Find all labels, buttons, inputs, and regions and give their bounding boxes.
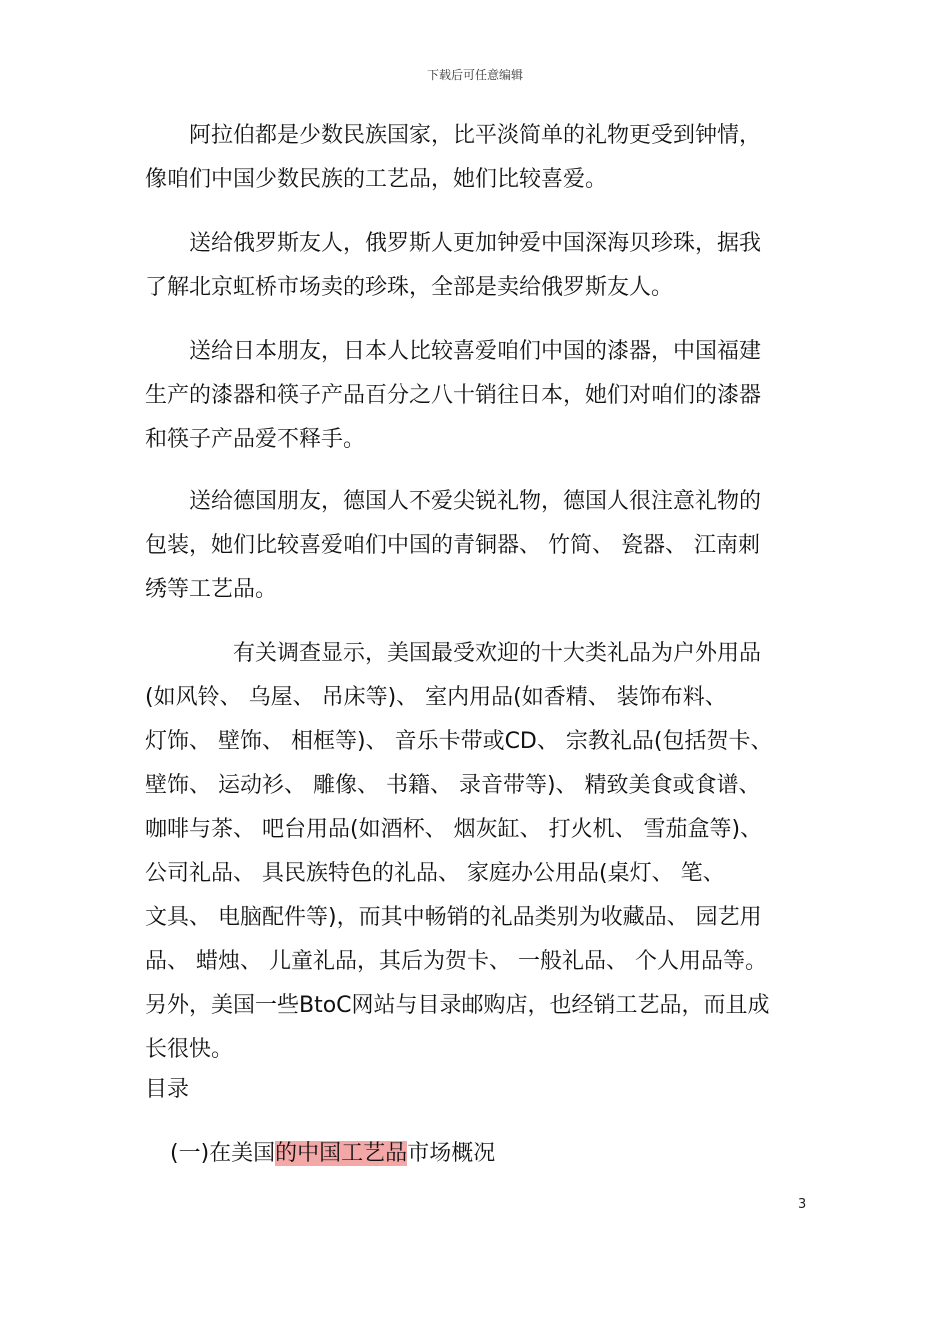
page-header: 下载后可任意编辑 bbox=[426, 68, 523, 82]
text-line: 公司礼品、 具民族特色的礼品、 家庭办公用品(桌灯、 笔、 bbox=[145, 861, 725, 886]
page-number: 3 bbox=[798, 1197, 807, 1212]
paragraph-usa bbox=[145, 632, 825, 1072]
toc-item-prefix: (一)在美国 bbox=[170, 1141, 276, 1166]
text-line: 文具、 电脑配件等)，而其中畅销的礼品类别为收藏品、 园艺用 bbox=[145, 905, 762, 930]
text-line: 另外，美国一些BtoC网站与目录邮购店，也经销工艺品，而且成 bbox=[145, 993, 770, 1018]
toc-item[interactable] bbox=[170, 1134, 495, 1174]
text-line: 和筷子产品爱不释手。 bbox=[145, 427, 366, 452]
text-line: 送给俄罗斯友人，俄罗斯人更加钟爱中国深海贝珍珠，据我 bbox=[145, 231, 762, 256]
text-line: 壁饰、 运动衫、 雕像、 书籍、 录音带等)、 精致美食或食谱、 bbox=[145, 773, 761, 798]
text-line: 灯饰、 壁饰、 相框等)、 音乐卡带或CD、 宗教礼品(包括贺卡、 bbox=[145, 729, 773, 754]
text-line: 生产的漆器和筷子产品百分之八十销往日本，她们对咱们的漆器 bbox=[145, 383, 762, 408]
paragraph-germany bbox=[145, 480, 825, 612]
toc-item-highlight: 的中国工艺品 bbox=[275, 1141, 408, 1166]
text-line: 品、 蜡烛、 儿童礼品，其后为贺卡、 一般礼品、 个人用品等。 bbox=[145, 949, 767, 974]
text-line: 阿拉伯都是少数民族国家，比平淡简单的礼物更受到钟情， bbox=[145, 123, 762, 148]
text-line: 包装，她们比较喜爱咱们中国的青铜器、 竹简、 瓷器、 江南刺 bbox=[145, 533, 760, 558]
paragraph-arabia bbox=[145, 114, 825, 202]
paragraph-russia bbox=[145, 222, 825, 310]
text-line: 像咱们中国少数民族的工艺品，她们比较喜爱。 bbox=[145, 167, 608, 192]
text-line: 送给日本朋友，日本人比较喜爱咱们中国的漆器，中国福建 bbox=[145, 339, 762, 364]
text-line: 有关调查显示，美国最受欢迎的十大类礼品为户外用品 bbox=[145, 641, 762, 666]
toc-title: 目录 bbox=[145, 1077, 190, 1102]
paragraph-japan bbox=[145, 330, 825, 462]
text-line: 绣等工艺品。 bbox=[145, 577, 278, 602]
text-line: 长很快。 bbox=[145, 1037, 234, 1062]
text-line: (如风铃、 乌屋、 吊床等)、 室内用品(如香精、 装饰布料、 bbox=[145, 685, 727, 710]
text-line: 了解北京虹桥市场卖的珍珠，全部是卖给俄罗斯友人。 bbox=[145, 275, 674, 300]
text-line: 咖啡与茶、 吧台用品(如酒杯、 烟灰缸、 打火机、 雪茄盒等)、 bbox=[145, 817, 763, 842]
toc-item-suffix: 市场概况 bbox=[407, 1141, 496, 1166]
text-line: 送给德国朋友，德国人不爱尖锐礼物，德国人很注意礼物的 bbox=[145, 489, 762, 514]
